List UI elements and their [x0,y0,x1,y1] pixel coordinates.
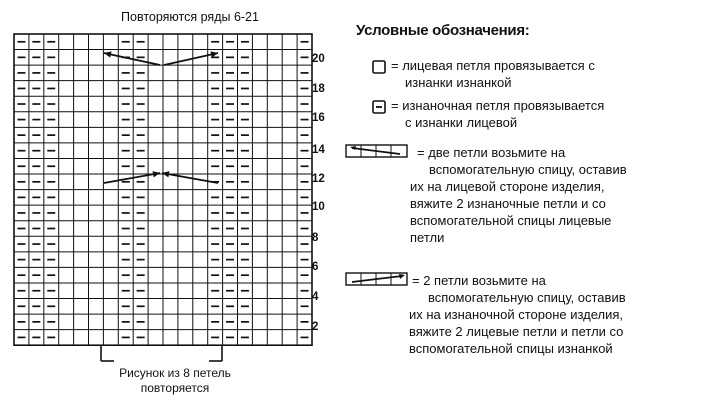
legend-line: петли [410,230,445,245]
row-number-18: 18 [312,83,325,95]
legend-line: вяжите 2 лицевые петли и петли со [409,324,624,339]
cross-right-icon [346,273,407,285]
chart-title: Повторяются ряды 6-21 [121,10,259,24]
chart-arrows [104,51,218,183]
legend-title: Условные обозначения: [356,22,530,39]
row-number-12: 12 [312,173,325,185]
row-number-8: 8 [312,232,319,244]
chart-grid [14,34,312,345]
cable-arrow-top-right [164,51,218,65]
row-number-16: 16 [312,112,325,124]
row-number-4: 4 [312,291,319,303]
legend-line: = лицевая петля провязывается с [391,58,595,73]
cable-arrow-mid-left [104,171,160,183]
row-number-10: 10 [312,201,325,213]
repeat-bracket [101,346,222,361]
legend-line: = две петли возьмите на [417,145,566,160]
row-number-20: 20 [312,53,325,65]
repeat-caption [60,366,290,396]
repeat-caption-line-1: Рисунок из 8 петель [119,366,231,380]
legend-line: изнанки изнанкой [405,75,512,90]
empty-square-icon [373,61,385,73]
cross-left-icon [346,145,407,157]
legend-line: = 2 петли возьмите на [412,273,546,288]
legend-item-cross-left [410,144,627,246]
arrow-shaft [104,53,160,65]
cable-arrow-top-left [104,51,160,65]
legend-line: вспомогательную спицу, оставив [429,162,627,177]
legend-line: вяжите 2 изнаночные петли и со [410,196,606,211]
legend-line: вспомогательную спицу, оставив [428,290,626,305]
legend-item-cross-right [409,272,626,357]
cable-arrow-mid-right [162,171,218,183]
row-number-6: 6 [312,261,319,273]
arrow-shaft [164,53,218,65]
dash-square-icon [373,101,385,113]
row-numbers [312,53,325,333]
row-number-2: 2 [312,321,319,333]
legend-line: с изнанки лицевой [405,115,518,130]
arrow-head [104,51,112,57]
legend-item-knit [391,57,595,91]
legend-line: их на лицевой стороне изделия, [410,179,605,194]
row-number-14: 14 [312,144,325,156]
legend-line: вспомогательной спицы изнанкой [409,341,613,356]
legend-line: вспомогательной спицы лицевые [410,213,612,228]
legend-item-purl [391,97,604,131]
legend-line: их на изнаночной стороне изделия, [409,307,624,322]
repeat-caption-line-2: повторяется [140,381,210,395]
legend-line: = изнаночная петля провязывается [391,98,605,113]
